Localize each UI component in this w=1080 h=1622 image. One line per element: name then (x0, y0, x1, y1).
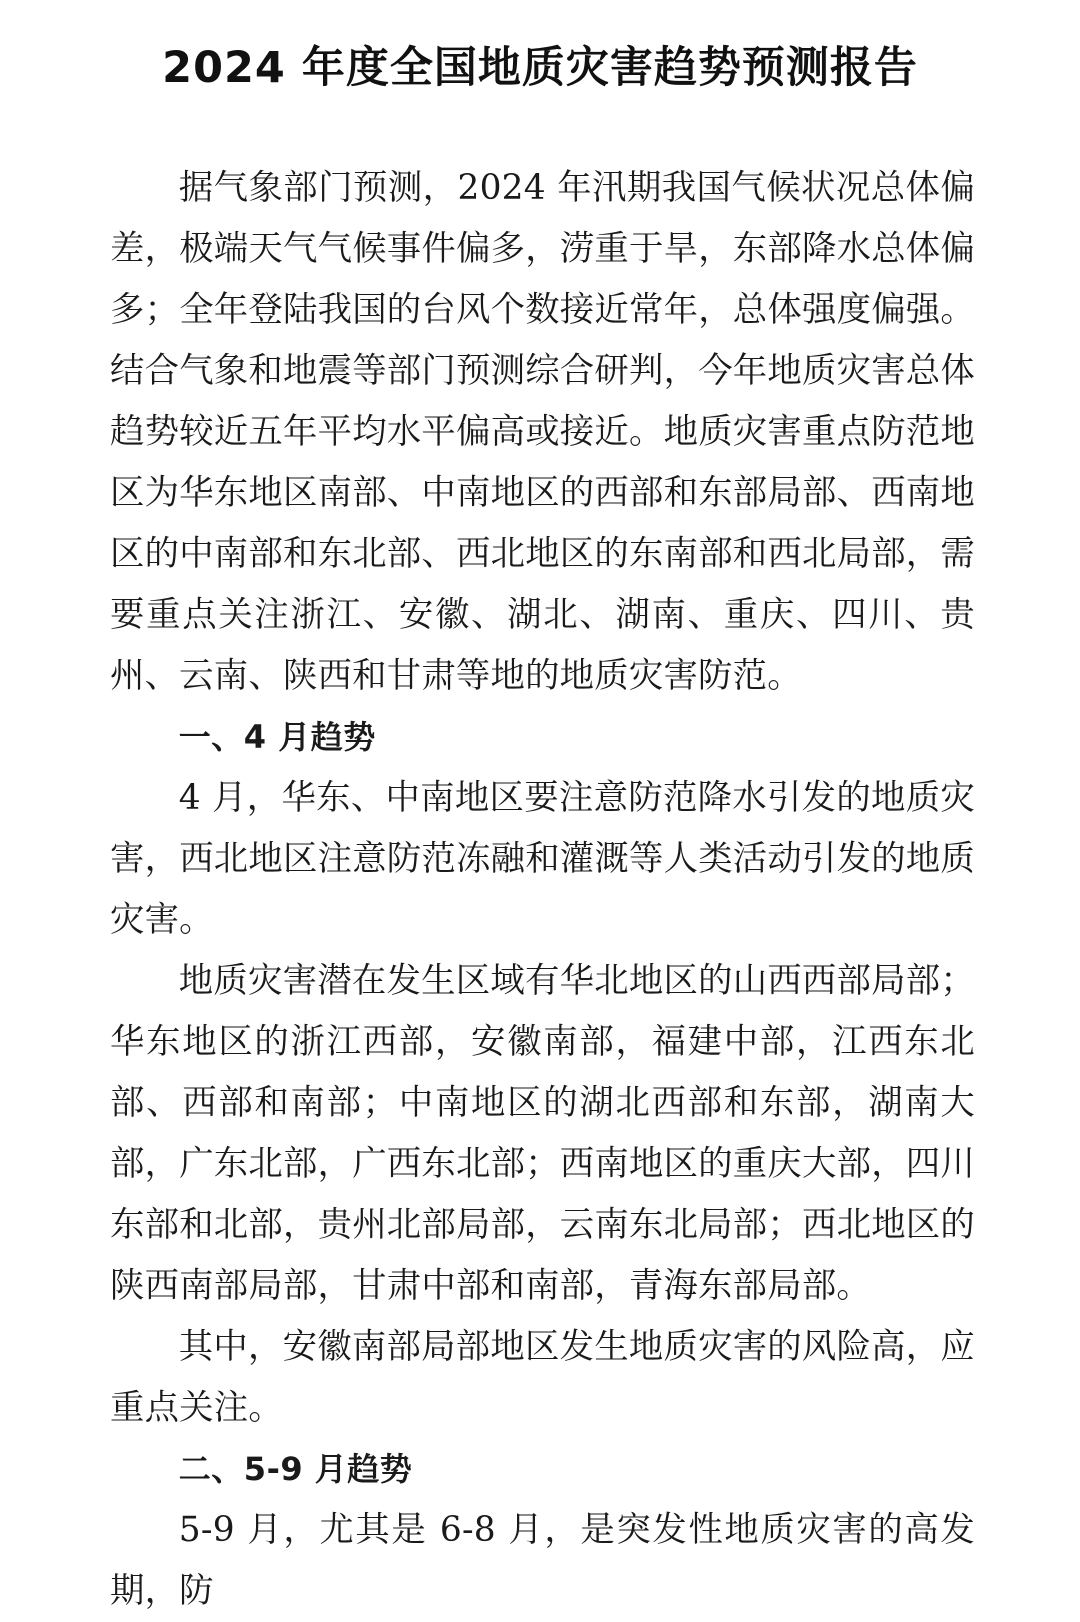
section-heading-may-september: 二、5-9 月趋势 (178, 1450, 413, 1488)
section-heading-april: 一、4 月趋势 (178, 718, 376, 756)
document-title: 2024 年度全国地质灾害趋势预测报告 (162, 43, 918, 93)
document-body (110, 158, 975, 1622)
april-paragraph-1: 4 月，华东、中南地区要注意防范降水引发的地质灾害，西北地区注意防范冻融和灌溉等人类活动引发的地质灾害。 (110, 778, 975, 940)
may-september-paragraph-1: 5-9 月，尤其是 6-8 月，是突发性地质灾害的高发期，防 (110, 1510, 975, 1611)
april-paragraph-3: 其中，安徽南部局部地区发生地质灾害的风险高，应重点关注。 (110, 1327, 975, 1428)
april-paragraph-2: 地质灾害潜在发生区域有华北地区的山西西部局部；华东地区的浙江西部，安徽南部，福建中部，江西东北部、西部和南部；中南地区的湖北西部和东部，湖南大部，广东北部，广西东北部；西南地区的重庆大部，四川东部和北部，贵州北部局部，云南东北局部；西北地区的陕西南部局部，甘肃中部和南部，青海东部局部。 (110, 961, 975, 1306)
intro-paragraph: 据气象部门预测，2024 年汛期我国气候状况总体偏差，极端天气气候事件偏多，涝重于旱，东部降水总体偏多；全年登陆我国的台风个数接近常年，总体强度偏强。结合气象和地震等部门预测综合研判，今年地质灾害总体趋势较近五年平均水平偏高或接近。地质灾害重点防范地区为华东地区南部、中南地区的西部和东部局部、西南地区的中南部和东北部、西北地区的东南部和西北局部，需要重点关注浙江、安徽、湖北、湖南、重庆、四川、贵州、云南、陕西和甘肃等地的地质灾害防范。 (110, 168, 975, 696)
